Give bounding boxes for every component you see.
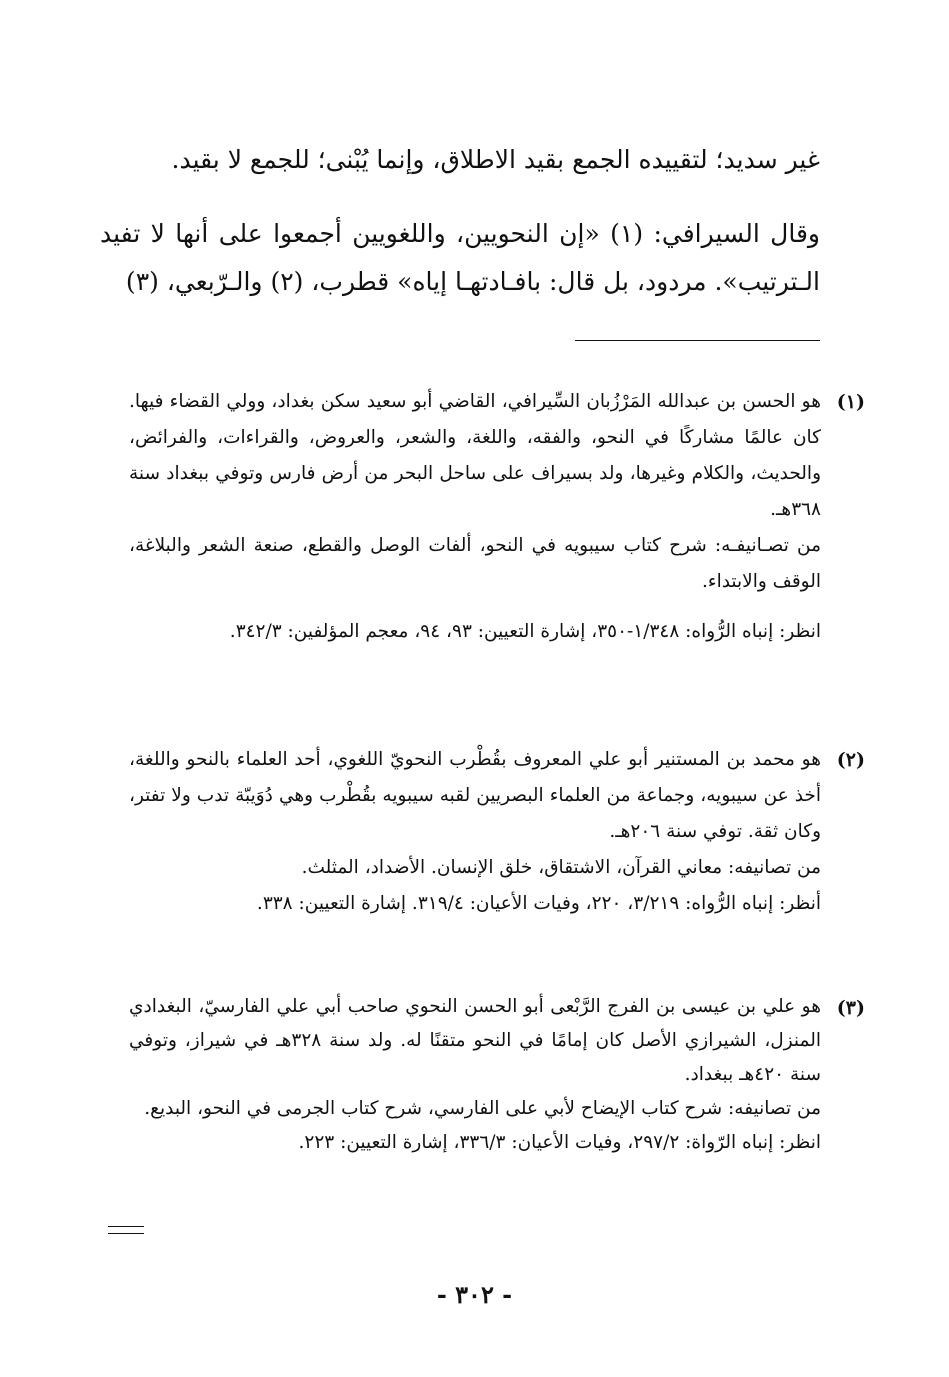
footnote-works: من تصانيفه: شرح كتاب الإيضاح لأبي على الفارسي، شرح كتاب الجرمى في النحو، البديع.	[144, 1098, 821, 1119]
end-mark-line	[108, 1226, 144, 1227]
footnote-references: انظر: إنباه الرُّواه: ١/٣٤٨-٣٥٠، إشارة التعيين: ٩٣، ٩٤، معجم المؤلفين: ٣٤٢/٣.	[229, 621, 821, 642]
footnote-1	[129, 384, 865, 650]
footnote-3	[129, 990, 865, 1160]
footnote-text: هو الحسن بن عبدالله المَرْزُبان السِّيرافي، القاضي أبو سعيد سكن بغداد، وولي القضاء فيها. كان عالمًا مشاركًا في النحو، والفقه، واللغة، والشعر، والعروض، والقراءات، والفرائض، والحديث، والكلام وغيرها، ولد بسيراف على ساحل البحر من أرض فارس وتوفي ببغداد سنة ٣٦٨هـ.	[129, 391, 821, 520]
main-paragraph-2: وقال السيرافي: (١) «إن النحويين، واللغويين أجمعوا على أنها لا تفيد الـترتيب». مردود، بل قال: بافـادتهـا إياه» قطرب، (٢) والـرّبعي، (٣)	[100, 219, 820, 296]
footnote-text: هو علي بن عيسى بن الفرج الرَّبْعى أبو الحسن النحوي صاحب أبي علي الفارسيّ، البغدادي المنزل، الشيرازي الأصل كان إمامًا في النحو متقنًا له. ولد سنة ٣٢٨هـ في شيراز، وتوفي سنة ٤٢٠هـ ببغداد.	[129, 996, 821, 1085]
footnote-works: من تصانيفه: معاني القرآن، الاشتقاق، خلق الإنسان. الأضداد، المثلث.	[301, 857, 821, 878]
footnote-2	[129, 742, 865, 922]
footnote-references: أنظر: إنباه الرُّواه: ٣/٢١٩، ٢٢٠، وفيات الأعيان: ٣١٩/٤. إشارة التعيين: ٣٣٨.	[256, 893, 821, 914]
page-number: - ٣٠٢ -	[436, 1280, 513, 1309]
end-mark-line	[108, 1233, 144, 1234]
footnote-text: هو محمد بن المستنير أبو علي المعروف بقُطْرب النحويّ اللغوي، أحد العلماء بالنحو واللغة، أخذ عن سيبويه، وجماعة من العلماء البصريين لقبه سيبويه بقُطْرب وهي دُوَيبّة تدب ولا تفتر، وكان ثقة. توفي سنة ٢٠٦هـ.	[129, 749, 821, 842]
footnote-references: انظر: إنباه الرّواة: ٢٩٧/٢، وفيات الأعيان: ٣٣٦/٣، إشارة التعيين: ٢٢٣.	[298, 1132, 821, 1153]
footnote-number: (٢)	[836, 749, 865, 771]
footnote-works: من تصـانيفـه: شرح كتاب سيبويه في النحو، ألفات الوصل والقطع، صنعة الشعر والبلاغة، الوقف والابتداء.	[129, 535, 821, 592]
footnote-number: (٣)	[836, 997, 865, 1019]
main-paragraph-1: غير سديد؛ لتقييده الجمع بقيد الاطلاق، وإنما يُبْنى؛ للجمع لا بقيد.	[171, 145, 820, 174]
footnote-separator	[575, 340, 820, 341]
footnote-number: (١)	[836, 391, 865, 413]
